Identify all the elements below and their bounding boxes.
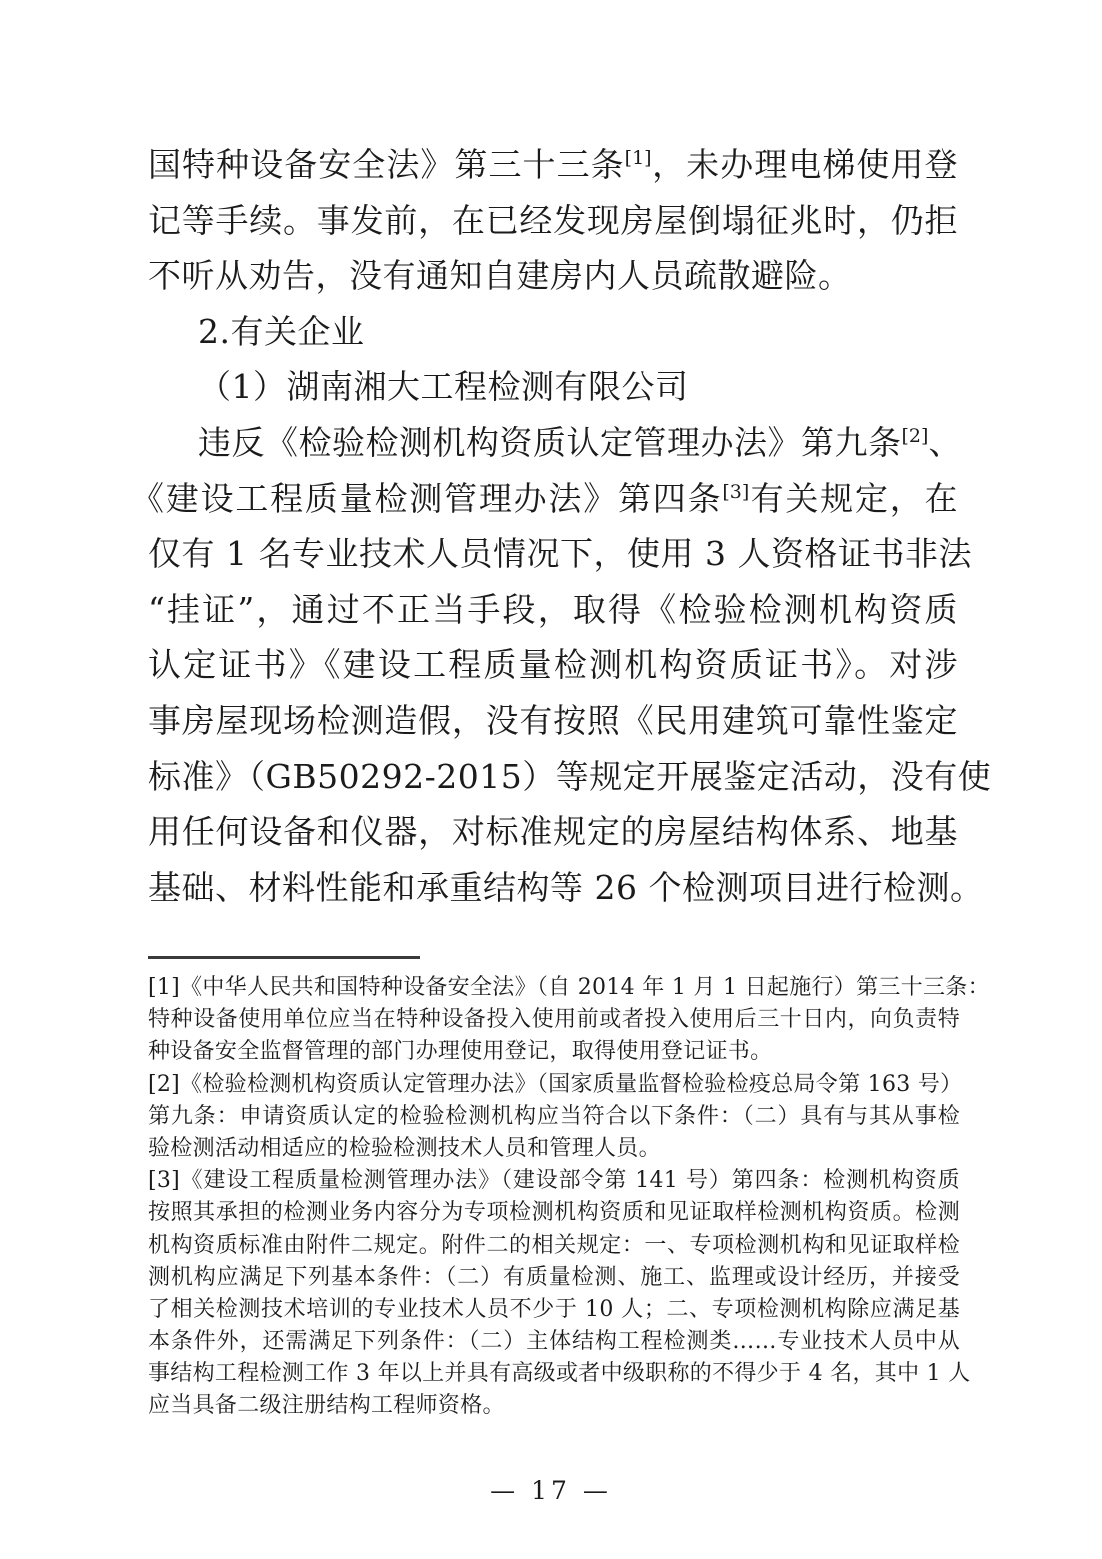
- footnote-line: [1]《中华人民共和国特种设备安全法》（自 2014 年 1 月 1 日起施行）第三十三条：: [148, 975, 990, 1000]
- footnote-ref: [3]: [722, 480, 750, 503]
- footnote-line: 应当具备二级注册结构工程师资格。: [148, 1393, 505, 1419]
- footnote-item: [148, 1165, 971, 1423]
- body-text-segment: 事房屋现场检测造假，没有按照《民用建筑可靠性鉴定: [148, 700, 958, 740]
- footnote-item: [148, 972, 990, 1069]
- body-text-segment: 有关规定，在: [749, 478, 959, 518]
- page-number: — 17 —: [490, 1476, 612, 1505]
- body-text-segment: 认定证书》《建设工程质量检测机构资质证书》。对涉: [148, 645, 958, 685]
- body-text-segment: （1）湖南湘大工程检测有限公司: [198, 367, 689, 407]
- body-text-segment: 2.有关企业: [198, 311, 365, 351]
- footnote-line: 本条件外，还需满足下列条件：（二）主体结构工程检测类……专业技术人员中从: [148, 1329, 960, 1355]
- body-text-segment: “挂证”，通过不正当手段，取得《检验检测机构资质: [148, 589, 958, 629]
- footnote-line: 特种设备使用单位应当在特种设备投入使用前或者投入使用后三十日内，向负责特: [148, 1007, 960, 1033]
- footnote-line: 了相关检测技术培训的专业技术人员不少于 10 人；二、专项检测机构除应满足基: [148, 1296, 960, 1322]
- body-line: [148, 304, 958, 360]
- footnote-line: 按照其承担的检测业务内容分为专项检测机构资质和见证取样检测机构资质。检测: [148, 1200, 960, 1226]
- footnote-line: 测机构应满足下列基本条件：（二）有质量检测、施工、监理或设计经历，并接受: [148, 1264, 960, 1290]
- body-text-segment: 不听从劝告，没有通知自建房内人员疏散避险。: [148, 256, 852, 296]
- body-line: [148, 526, 972, 582]
- footnote-line: 机构资质标准由附件二规定。附件二的相关规定：一、专项检测机构和见证取样检: [148, 1232, 960, 1258]
- body-text-segment: 、: [928, 422, 962, 462]
- footnote-line: 第九条：申请资质认定的检验检测机构应当符合以下条件：（二）具有与其从事检: [148, 1103, 960, 1129]
- footnote-item: [148, 1069, 963, 1166]
- footnotes: [148, 972, 990, 1423]
- footnote-ref: [1]: [624, 147, 652, 169]
- footnote-line: 种设备安全监督管理的部门办理使用登记，取得使用登记证书。: [148, 1039, 773, 1065]
- body-text-segment: ，未办理电梯使用登: [651, 145, 958, 184]
- body-text-segment: 标准》（GB50292-2015）等规定开展鉴定活动，没有使: [148, 756, 992, 796]
- body-line: [148, 248, 958, 304]
- footnote-line: 验检测活动相适应的检验检测技术人员和管理人员。: [148, 1135, 661, 1161]
- footnote-ref: [2]: [901, 424, 929, 447]
- body-line: [148, 582, 958, 638]
- body-text-segment: 仅有 1 名专业技术人员情况下，使用 3 人资格证书非法: [148, 534, 972, 574]
- body-text-segment: 《建设工程质量检测管理办法》第四条: [131, 478, 723, 518]
- body-line: [148, 359, 958, 415]
- body-text-segment: 违反《检验检测机构资质认定管理办法》第九条: [198, 422, 902, 462]
- footnote-line: [3]《建设工程质量检测管理办法》（建设部令第 141 号）第四条：检测机构资质: [148, 1168, 960, 1194]
- page-footer: [0, 1476, 1102, 1505]
- body-line: [148, 637, 958, 693]
- body-line: [148, 804, 958, 860]
- body-line: [148, 137, 958, 193]
- footnote-line: [2]《检验检测机构资质认定管理办法》（国家质量监督检验检疫总局令第 163 号）: [148, 1071, 963, 1097]
- footnote-separator: [148, 956, 420, 959]
- footnote-line: 事结构工程检测工作 3 年以上并具有高级或者中级职称的不得少于 4 名，其中 1 人: [148, 1361, 971, 1387]
- body-text-segment: 用任何设备和仪器，对标准规定的房屋结构体系、地基: [148, 812, 958, 852]
- body-line: [148, 415, 962, 471]
- body-line: [148, 860, 984, 916]
- body-text: [131, 137, 992, 915]
- body-line: [148, 693, 958, 749]
- body-line: [148, 749, 992, 805]
- body-line: [148, 193, 958, 249]
- body-text-segment: 基础、材料性能和承重结构等 26 个检测项目进行检测。: [148, 867, 984, 907]
- body-text-segment: 记等手续。事发前，在已经发现房屋倒塌征兆时，仍拒: [148, 200, 958, 240]
- body-line: [131, 471, 958, 527]
- body-text-segment: 国特种设备安全法》第三十三条: [148, 145, 625, 184]
